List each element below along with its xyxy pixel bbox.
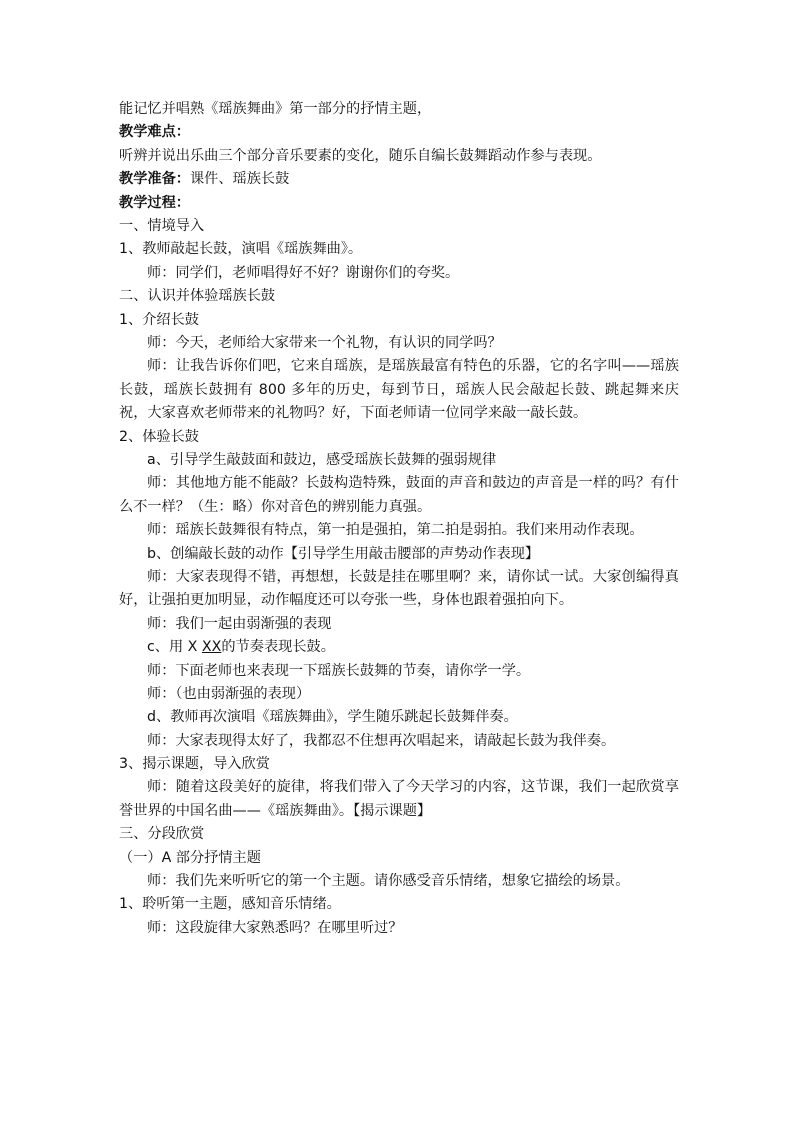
paragraph: 师：随着这段美好的旋律，将我们带入了今天学习的内容，这节课，我们一起欣赏享誉世界的中国名曲——《瑶族舞曲》。【揭示课题】 (119, 779, 679, 819)
paragraph: 师：大家表现得不错，再想想，长鼓是挂在哪里啊？来，请你试一试。大家创编得真好，让强拍更加明显，动作幅度还可以夸张一些，身体也跟着强拍向下。 (119, 568, 679, 609)
text-line: 师：大家表现得太好了，我都忍不住想再次唱起来，请敲起长鼓为我伴奏。 (147, 732, 616, 749)
section-heading-process: 教学过程： (119, 194, 190, 211)
text-line: 师：（也由弱渐强的表现） (147, 685, 311, 702)
text-line: 1、教师敲起长鼓，演唱《瑶族舞曲》。 (119, 241, 363, 258)
text-line: d、教师再次演唱《瑶族舞曲》，学生随乐跳起长鼓舞伴奏。 (147, 709, 518, 726)
text-line: 师：我们一起由弱渐强的表现 (147, 615, 332, 632)
text-line: 师：今天，老师给大家带来一个礼物，有认识的同学吗？ (147, 334, 502, 351)
paragraph: 师：其他地方能不能敲？长鼓构造特殊，鼓面的声音和鼓边的声音是一样的吗？有什么不一样？（生：略）你对音色的辨别能力真强。 (119, 475, 679, 515)
rhythm-line (119, 636, 679, 659)
text-line: 二、认识并体验瑶族长鼓 (119, 288, 276, 305)
section-heading-preparation: 教学准备： (119, 171, 190, 188)
text-line: b、创编敲长鼓的动作【引导学生用敲击腰部的声势动作表现】 (147, 545, 540, 562)
text-line: 一、情境导入 (119, 217, 205, 234)
text-line: （一）A 部分抒情主题 (119, 849, 261, 866)
text-line: 师：同学们，老师唱得好不好？谢谢你们的夸奖。 (147, 264, 460, 281)
preparation-line (119, 168, 679, 191)
text-line: 三、分段欣赏 (119, 826, 205, 843)
text-line: 1、聆听第一主题，感知音乐情绪。 (119, 896, 341, 913)
document-body (119, 98, 679, 940)
paragraph: 师：让我告诉你们吧，它来自瑶族，是瑶族最富有特色的乐器，它的名字叫——瑶族长鼓，瑶族长鼓拥有 800 多年的历史，每到节日，瑶族人民会敲起长鼓、跳起舞来庆祝，大家喜欢老师带来的礼物吗？好，下面老师请一位同学来敲一敲长鼓。 (119, 358, 679, 422)
text-line: a、引导学生敲鼓面和鼓边，感受瑶族长鼓舞的强弱规律 (147, 451, 497, 468)
paragraph: 师：瑶族长鼓舞很有特点，第一拍是强拍，第二拍是弱拍。我们来用动作表现。 (147, 522, 644, 539)
rhythm-notation: XX (201, 639, 222, 656)
text-line: 师：这段旋律大家熟悉吗？在哪里听过？ (147, 919, 403, 936)
rhythm-prefix: c、用 X (147, 639, 202, 656)
text-line: 师：我们先来听听它的第一个主题。请你感受音乐情绪，想象它描绘的场景。 (147, 873, 630, 890)
text-line: 1、介绍长鼓 (119, 311, 199, 328)
text-line: 2、体验长鼓 (119, 428, 199, 445)
text-line: 听辨并说出乐曲三个部分音乐要素的变化，随乐自编长鼓舞蹈动作参与表现。 (119, 147, 602, 164)
rhythm-suffix: 的节奏表现长鼓。 (221, 639, 335, 656)
text-line: 师：下面老师也来表现一下瑶族长鼓舞的节奏，请你学一学。 (147, 662, 531, 679)
text-line: 能记忆并唱熟《瑶族舞曲》第一部分的抒情主题， (119, 101, 432, 117)
text-line: 3、揭示课题，导入欣赏 (119, 756, 270, 773)
preparation-items: 课件、瑶族长鼓 (189, 171, 290, 188)
section-heading-difficulty: 教学难点： (119, 124, 190, 141)
